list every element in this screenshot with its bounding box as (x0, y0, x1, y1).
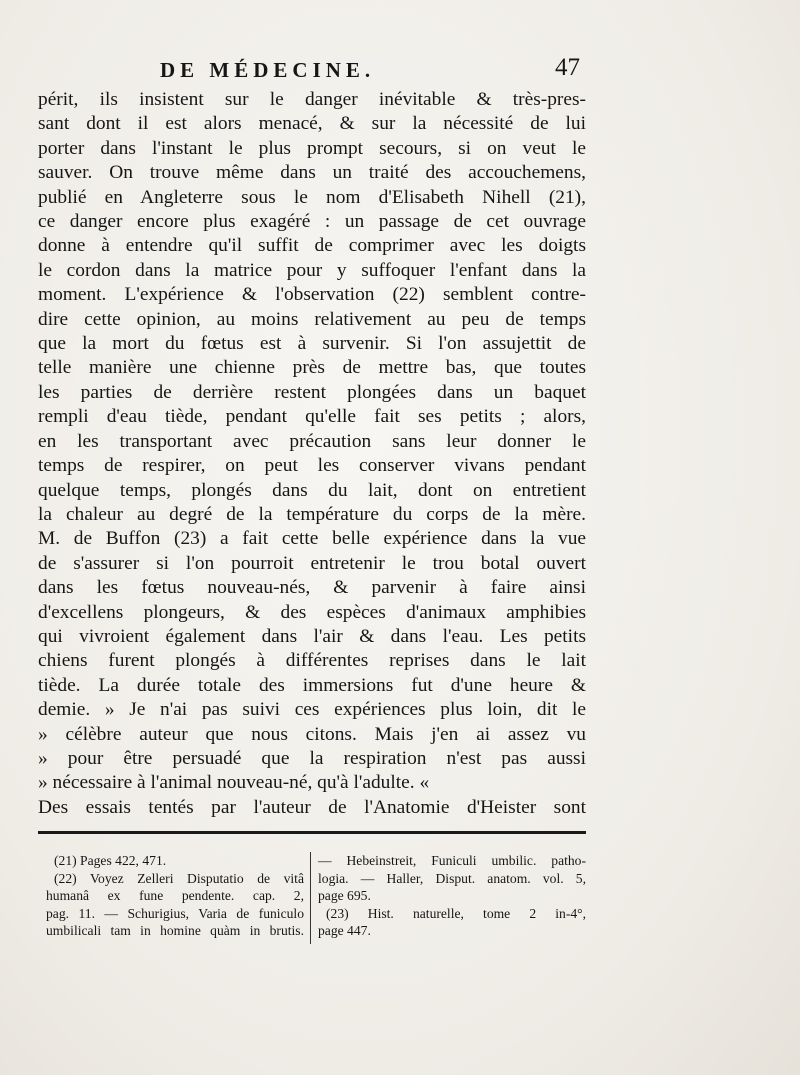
text-line: M. de Buffon (23) a fait cette belle expérience dans la vue (38, 528, 586, 550)
footnote-line: (21) Pages 422, 471. (54, 853, 167, 868)
footnote-line: page 695. (318, 888, 371, 903)
footnote-column-divider (310, 852, 311, 944)
footnote-line: (22) Voyez Zelleri Disputatio de vitâ (54, 870, 304, 886)
text-line: telle manière une chienne près de mettre bas, que toutes (38, 357, 586, 379)
text-line: dire cette opinion, au moins relativement au peu de temps (38, 308, 586, 330)
footnote-line: — Hebeinstreit, Funiculi umbilic. patho- (318, 853, 586, 868)
text-line: chiens furent plongés à différentes reprises dans le lait (38, 650, 586, 672)
text-line: de s'assurer si l'on pourroit entretenir le trou botal ouvert (38, 552, 586, 574)
footnote-line: (23) Hist. naturelle, tome 2 in-4°, (326, 905, 586, 921)
text-line: dans les fœtus nouveau-nés, & parvenir à faire ainsi (38, 577, 586, 599)
text-line: temps de respirer, on peut les conserver vivans pendant (38, 455, 586, 477)
text-line: le cordon dans la matrice pour y suffoquer l'enfant dans la (38, 259, 586, 281)
text-line: ce danger encore plus exagéré : un passage de cet ouvrage (38, 211, 586, 233)
page-number: 47 (555, 54, 580, 81)
text-line: en les transportant avec précaution sans leur donner le (38, 430, 586, 452)
footnote-line: humanâ ex fune pendente. cap. 2, (46, 888, 304, 903)
text-line: rempli d'eau tiède, pendant qu'elle fait ses petits ; alors, (38, 406, 586, 428)
text-line: que la mort du fœtus est à survenir. Si l'on assujettit de (38, 333, 586, 355)
text-line: » pour être persuadé que la respiration n'est pas aussi (38, 747, 586, 769)
footnotes-left-column (46, 852, 304, 940)
footnote-line: umbilicali tam in homine quàm in brutis. (46, 923, 304, 938)
text-line: » célèbre auteur que nous citons. Mais j'en ai assez vu (38, 723, 586, 745)
text-line: publié en Angleterre sous le nom d'Elisabeth Nihell (21), (38, 186, 586, 208)
text-line: moment. L'expérience & l'observation (22) semblent contre- (38, 284, 586, 306)
text-line: porter dans l'instant le plus prompt secours, si on veut le (38, 137, 586, 159)
text-line: quelque temps, plongés dans du lait, dont on entretient (38, 479, 586, 501)
text-line: donne à entendre qu'il suffit de comprimer avec les doigts (38, 235, 586, 257)
body-text (38, 88, 586, 820)
text-line: la chaleur au degré de la température du corps de la mère. (38, 503, 586, 525)
footnote-line: page 447. (318, 923, 371, 938)
footnote-rule (38, 831, 586, 834)
text-line: demie. » Je n'ai pas suivi ces expériences plus loin, dit le (38, 699, 586, 721)
footnote-line: logia. — Haller, Disput. anatom. vol. 5, (318, 870, 586, 886)
text-line: d'excellens plongeurs, & des espèces d'animaux amphibies (38, 601, 586, 623)
text-line: qui vivroient également dans l'air & dans l'eau. Les petits (38, 625, 586, 647)
text-line: les parties de derrière restent plongées dans un baquet (38, 381, 586, 403)
text-line: sant dont il est alors menacé, & sur la nécessité de lui (38, 113, 586, 135)
running-title: DE MÉDECINE. (160, 58, 376, 82)
text-line: tiède. La durée totale des immersions fut d'une heure & (38, 674, 586, 696)
text-line: Des essais tentés par l'auteur de l'Anatomie d'Heister sont (38, 796, 586, 818)
footnote-line: pag. 11. — Schurigius, Varia de funiculo (46, 905, 304, 921)
text-line: » nécessaire à l'animal nouveau-né, qu'à l'adulte. « (38, 772, 430, 794)
footnotes-right-column (318, 852, 586, 940)
text-line: périt, ils insistent sur le danger inévitable & très-pres- (38, 89, 586, 110)
text-line: sauver. On trouve même dans un traité des accouchemens, (38, 162, 586, 184)
page-header (60, 54, 580, 90)
